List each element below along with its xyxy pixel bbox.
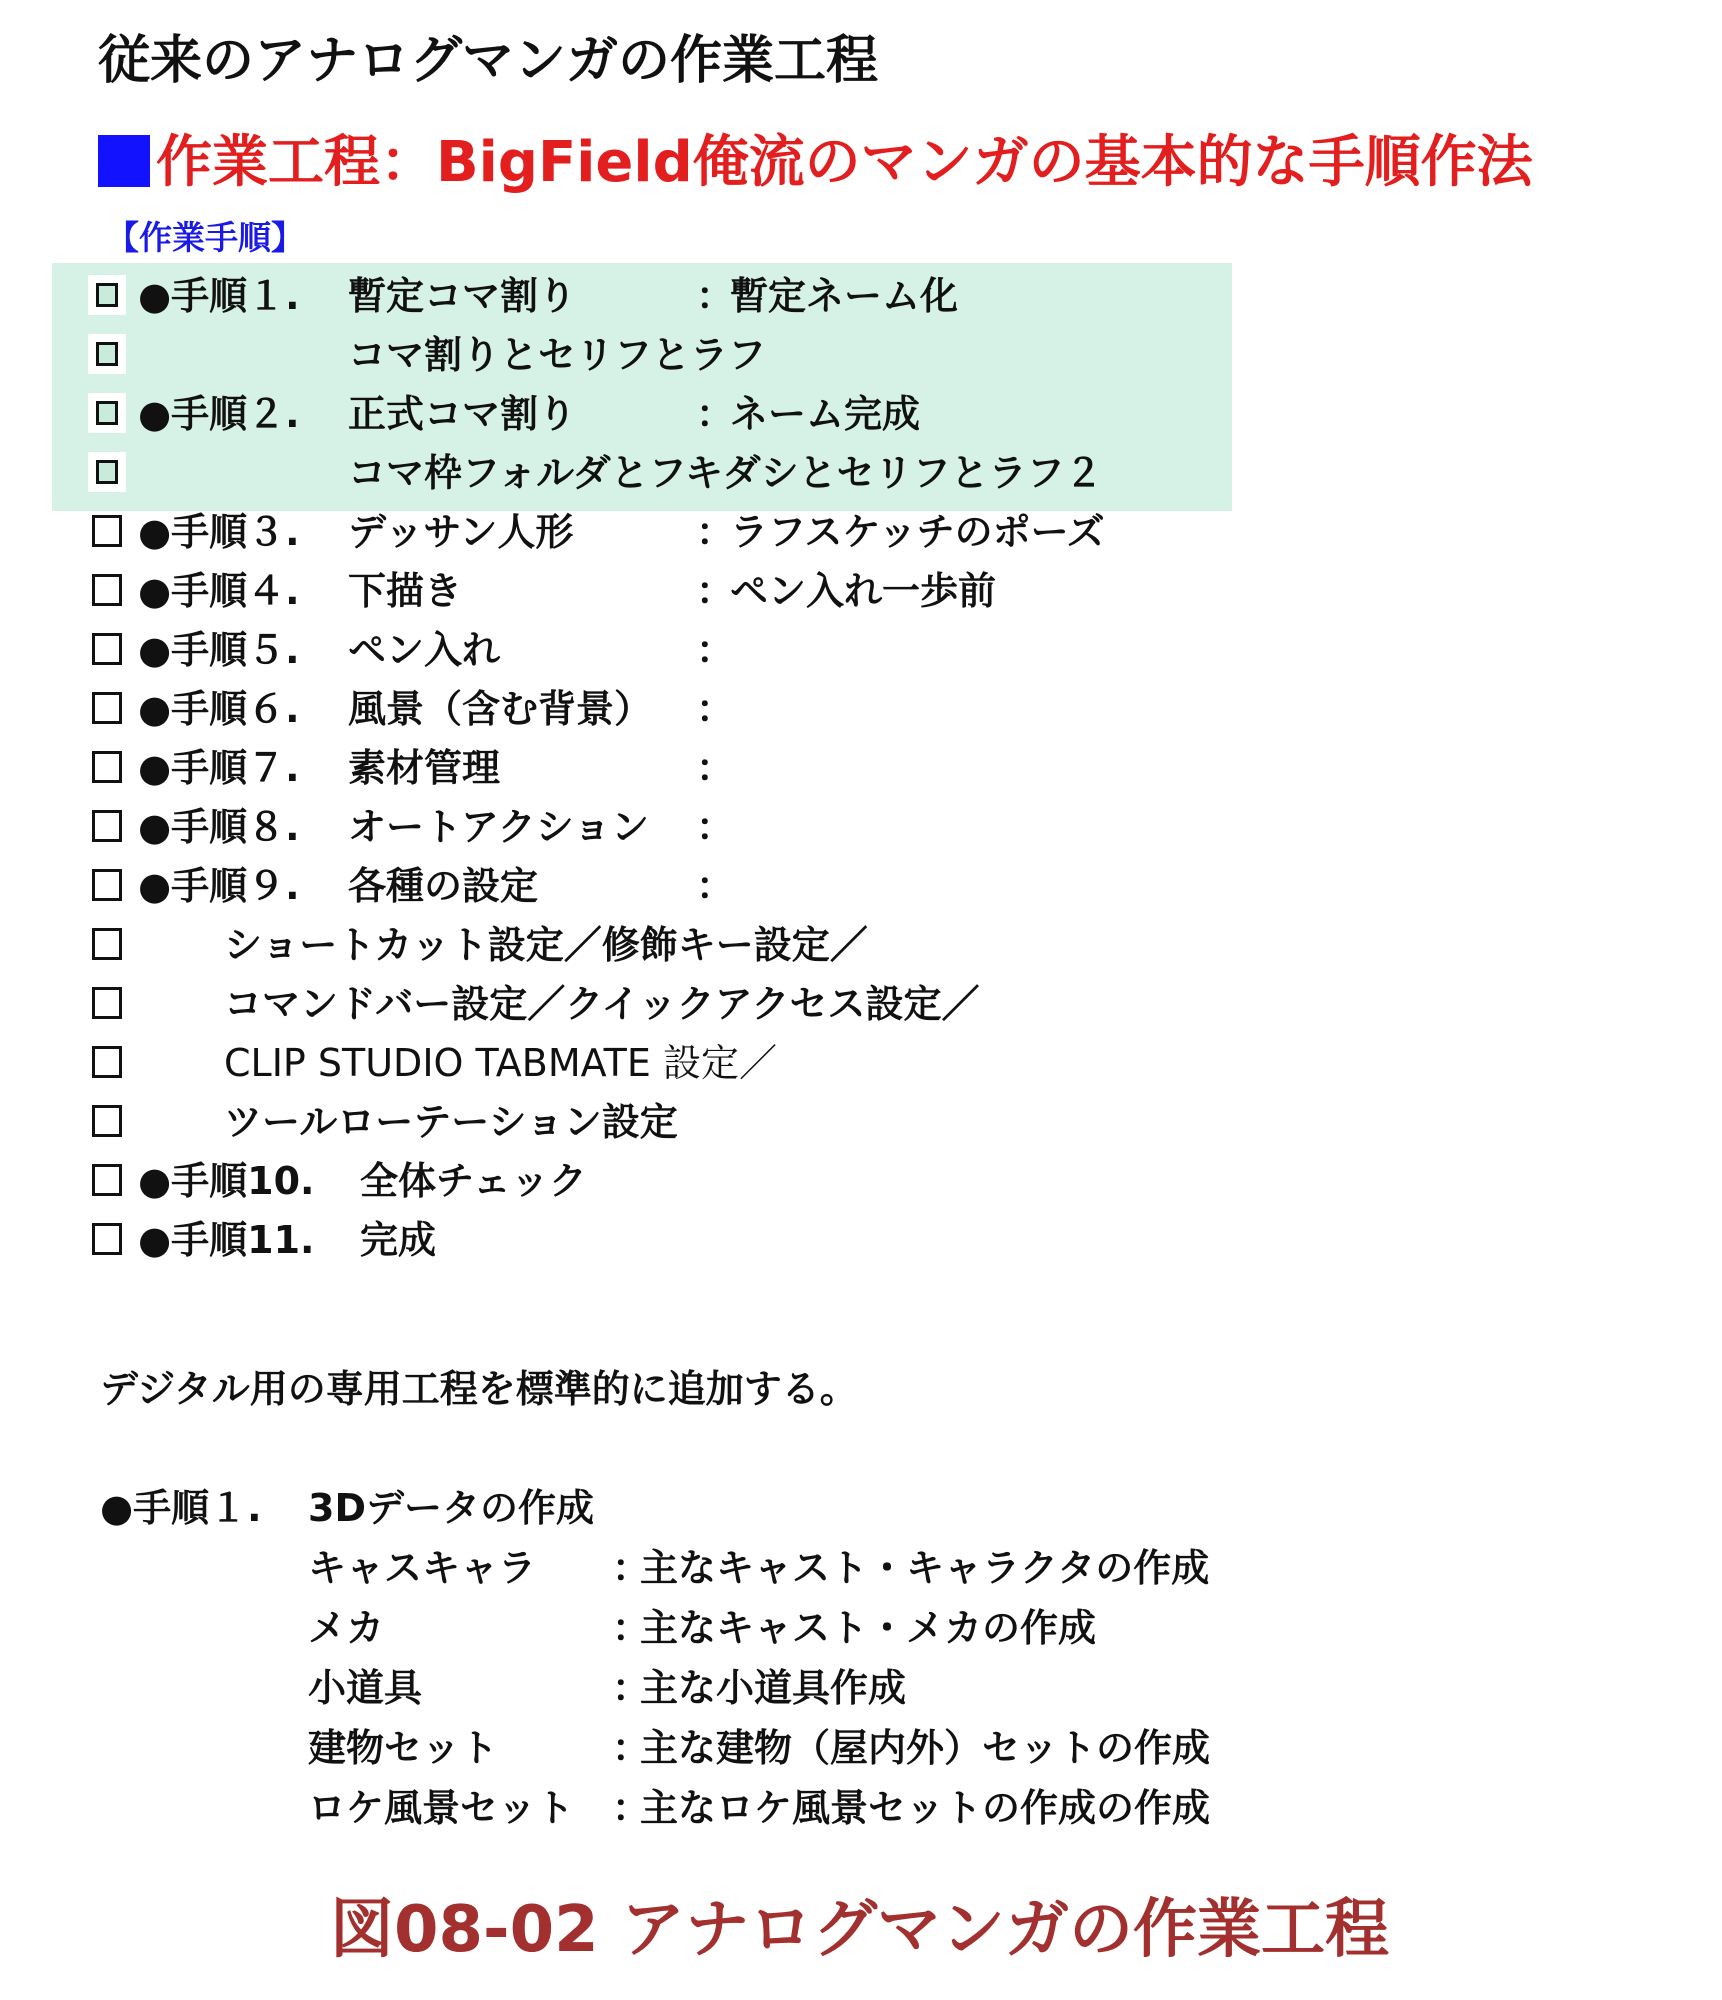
digital-item: 建物セット bbox=[308, 1726, 499, 1770]
digital-item: キャスキャラ bbox=[308, 1546, 537, 1590]
step-separator: ： bbox=[696, 510, 735, 554]
step-separator: ： bbox=[696, 569, 735, 613]
checkbox[interactable] bbox=[92, 692, 122, 724]
step-separator: ： bbox=[696, 746, 735, 790]
figure-caption: 図08-02 アナログマンガの作業工程 bbox=[330, 1893, 1389, 1967]
step-name: 暫定コマ割り bbox=[348, 274, 577, 318]
digital-separator: ： bbox=[612, 1606, 651, 1650]
checkbox[interactable] bbox=[92, 987, 122, 1019]
checkbox[interactable] bbox=[92, 1223, 122, 1255]
step-name: 完成 bbox=[360, 1218, 437, 1262]
step-name: ペン入れ bbox=[348, 628, 501, 672]
settings-text: コマンドバー設定／クイックアクセス設定／ bbox=[224, 982, 980, 1026]
step-name: 下描き bbox=[348, 569, 463, 613]
digital-description: 主なキャスト・メカの作成 bbox=[640, 1606, 1097, 1650]
step-label: ●手順１. bbox=[138, 274, 300, 318]
step-separator: ： bbox=[696, 864, 735, 908]
step-separator: ： bbox=[696, 392, 735, 436]
step-name: 素材管理 bbox=[348, 746, 501, 790]
checkbox[interactable] bbox=[88, 452, 126, 492]
step-separator: ： bbox=[696, 805, 735, 849]
checkbox[interactable] bbox=[92, 633, 122, 665]
page-title: 従来のアナログマンガの作業工程 bbox=[98, 31, 879, 91]
settings-text: CLIP STUDIO TABMATE 設定／ bbox=[224, 1041, 777, 1085]
digital-item-row bbox=[0, 1780, 1722, 1836]
step-name: 正式コマ割り bbox=[348, 392, 577, 436]
checkbox[interactable] bbox=[92, 574, 122, 606]
step-label: ●手順６. bbox=[138, 687, 300, 731]
step-name: オートアクション bbox=[348, 805, 649, 849]
digital-step-name: 3Dデータの作成 bbox=[308, 1486, 594, 1530]
step-name: 全体チェック bbox=[360, 1159, 587, 1203]
step-label: ●手順７. bbox=[138, 746, 300, 790]
digital-step-label: ●手順１. bbox=[100, 1486, 262, 1530]
step-label: ●手順10. bbox=[138, 1159, 315, 1203]
step-label: ●手順９. bbox=[138, 864, 300, 908]
step-subtext: コマ枠フォルダとフキダシとセリフとラフ２ bbox=[348, 451, 1103, 495]
checkbox[interactable] bbox=[92, 515, 122, 547]
square-marker-icon bbox=[98, 135, 150, 187]
digital-separator: ： bbox=[612, 1666, 651, 1710]
digital-item-row bbox=[0, 1540, 1722, 1596]
digital-item: メカ bbox=[308, 1606, 385, 1650]
step-separator: ： bbox=[696, 628, 735, 672]
step-label: ●手順５. bbox=[138, 628, 300, 672]
step-note: 暫定ネーム化 bbox=[730, 274, 959, 318]
step-label: ●手順３. bbox=[138, 510, 300, 554]
step-label: ●手順11. bbox=[138, 1218, 315, 1262]
step-label: ●手順８. bbox=[138, 805, 300, 849]
digital-item: ロケ風景セット bbox=[308, 1786, 575, 1830]
section-heading-text: 作業工程：BigField俺流のマンガの基本的な手順作法 bbox=[156, 130, 1533, 195]
digital-description: 主なキャスト・キャラクタの作成 bbox=[640, 1546, 1210, 1590]
section-heading bbox=[98, 118, 1533, 198]
checkbox[interactable] bbox=[92, 928, 122, 960]
digital-separator: ： bbox=[612, 1726, 651, 1770]
digital-description: 主な小道具作成 bbox=[640, 1666, 907, 1710]
step-label: ●手順２. bbox=[138, 392, 300, 436]
digital-item-row bbox=[0, 1600, 1722, 1656]
checkbox[interactable] bbox=[88, 393, 126, 433]
checkbox[interactable] bbox=[92, 869, 122, 901]
step-name: 各種の設定 bbox=[348, 864, 539, 908]
digital-description: 主な建物（屋内外）セットの作成 bbox=[640, 1726, 1211, 1770]
step-label: ●手順４. bbox=[138, 569, 300, 613]
checkbox[interactable] bbox=[92, 810, 122, 842]
settings-text: ショートカット設定／修飾キー設定／ bbox=[224, 923, 868, 967]
step-name: デッサン人形 bbox=[348, 510, 574, 554]
digital-description: 主なロケ風景セットの作成の作成 bbox=[640, 1786, 1211, 1830]
step-note: ラフスケッチのポーズ bbox=[730, 510, 1105, 554]
checkbox[interactable] bbox=[88, 334, 126, 374]
checkbox[interactable] bbox=[92, 751, 122, 783]
checkbox[interactable] bbox=[92, 1105, 122, 1137]
step-note: ネーム完成 bbox=[730, 392, 921, 436]
digital-item-row bbox=[0, 1720, 1722, 1776]
step-separator: ： bbox=[696, 687, 735, 731]
digital-item-row bbox=[0, 1660, 1722, 1716]
digital-separator: ： bbox=[612, 1546, 651, 1590]
step-name: 風景（含む背景） bbox=[348, 687, 653, 731]
subheading: 【作業手順】 bbox=[106, 218, 304, 257]
checkbox[interactable] bbox=[88, 275, 126, 315]
step-note: ペン入れ一歩前 bbox=[730, 569, 997, 613]
step-separator: ： bbox=[696, 274, 735, 318]
settings-text: ツールローテーション設定 bbox=[224, 1100, 678, 1144]
digital-step-heading bbox=[100, 1480, 594, 1536]
digital-intro-paragraph: デジタル用の専用工程を標準的に追加する。 bbox=[100, 1367, 858, 1411]
digital-separator: ： bbox=[612, 1786, 651, 1830]
checkbox[interactable] bbox=[92, 1046, 122, 1078]
checkbox[interactable] bbox=[92, 1164, 122, 1196]
digital-item: 小道具 bbox=[308, 1666, 423, 1710]
step-subtext: コマ割りとセリフとラフ bbox=[348, 333, 767, 377]
